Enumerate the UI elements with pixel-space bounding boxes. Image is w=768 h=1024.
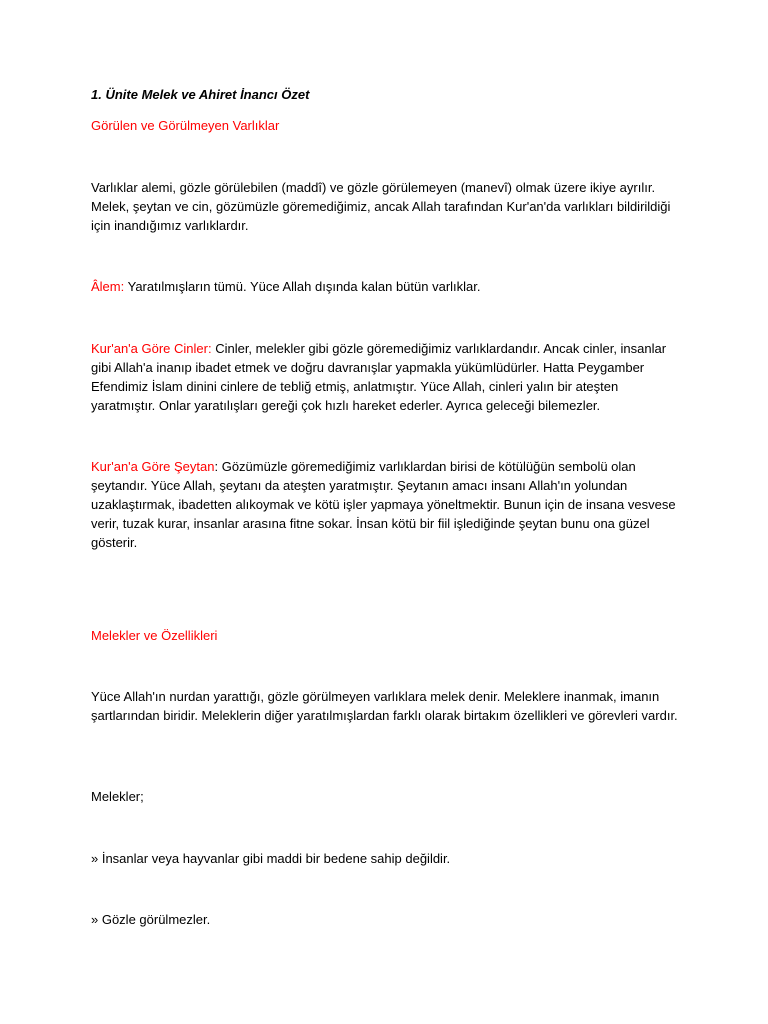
section-heading-varliklar: Görülen ve Görülmeyen Varlıklar bbox=[91, 118, 280, 133]
term-alem: Âlem: bbox=[91, 279, 125, 294]
paragraph-varliklar: Varlıklar alemi, gözle görülebilen (maddî) ve gözle görülemeyen (manevî) olmak üzere ikiye ayrılır. Melek, şeytan ve cin, gözümüzle göremediğimiz, ancak Allah tarafından Kur'an'da varlıkları bildirildiği için inandığımız varlıklardır. bbox=[91, 180, 671, 233]
definition-cinler: Cinler, melekler gibi gözle göremediğimiz varlıklardandır. Ancak cinler, insanlar gibi Allah'a inanıp ibadet etmek ve doğru davranışlar yapmakla yükümlüdürler. Hatta Peygamber Efendimiz İslam dinini cinlere de tebliğ etmiş, anlatmıştır. Yüce Allah, cinleri yalın bir ateşten yaratmıştır. Onlar yaratılışları gereği çok hızlı hareket ederler. Ayrıca geleceği bilemezler. bbox=[91, 341, 667, 413]
document-title: 1. Ünite Melek ve Ahiret İnancı Özet bbox=[91, 87, 310, 102]
term-seytan: Kur'an'a Göre Şeytan bbox=[91, 459, 215, 474]
paragraph-alem bbox=[91, 277, 681, 296]
paragraph-melekler: Yüce Allah'ın nurdan yarattığı, gözle görülmeyen varlıklara melek denir. Meleklere inanmak, imanın şartlarından biridir. Meleklerin diğer yaratılmışlardan farklı olarak birtakım özellikleri ve görevleri vardır. bbox=[91, 689, 678, 723]
bullet-item: » Gözle görülmezler. bbox=[91, 912, 211, 927]
bullet-item: » İnsanlar veya hayvanlar gibi maddi bir bedene sahip değildir. bbox=[91, 851, 451, 866]
paragraph-cinler bbox=[91, 339, 681, 415]
melekler-label: Melekler; bbox=[91, 789, 144, 804]
paragraph-seytan bbox=[91, 457, 681, 552]
section-heading-melekler: Melekler ve Özellikleri bbox=[91, 628, 218, 643]
term-cinler: Kur'an'a Göre Cinler: bbox=[91, 341, 212, 356]
definition-alem: Yaratılmışların tümü. Yüce Allah dışında kalan bütün varlıklar. bbox=[124, 279, 481, 294]
definition-seytan: : Gözümüzle göremediğimiz varlıklardan birisi de kötülüğün sembolü olan şeytandır. Yüce Allah, şeytanı da ateşten yaratmıştır. Şeytanın amacı insanı Allah'ın yolundan uzaklaştırmak, ibadetten alıkoymak ve kötü işler yapmaya yöneltmektir. Bunun için de insana vesvese verir, tuzak kurar, insanlar arasına fitne sokar. İnsan kötü bir fiil işlediğinde şeytan bunu ona güzel gösterir. bbox=[91, 459, 676, 550]
